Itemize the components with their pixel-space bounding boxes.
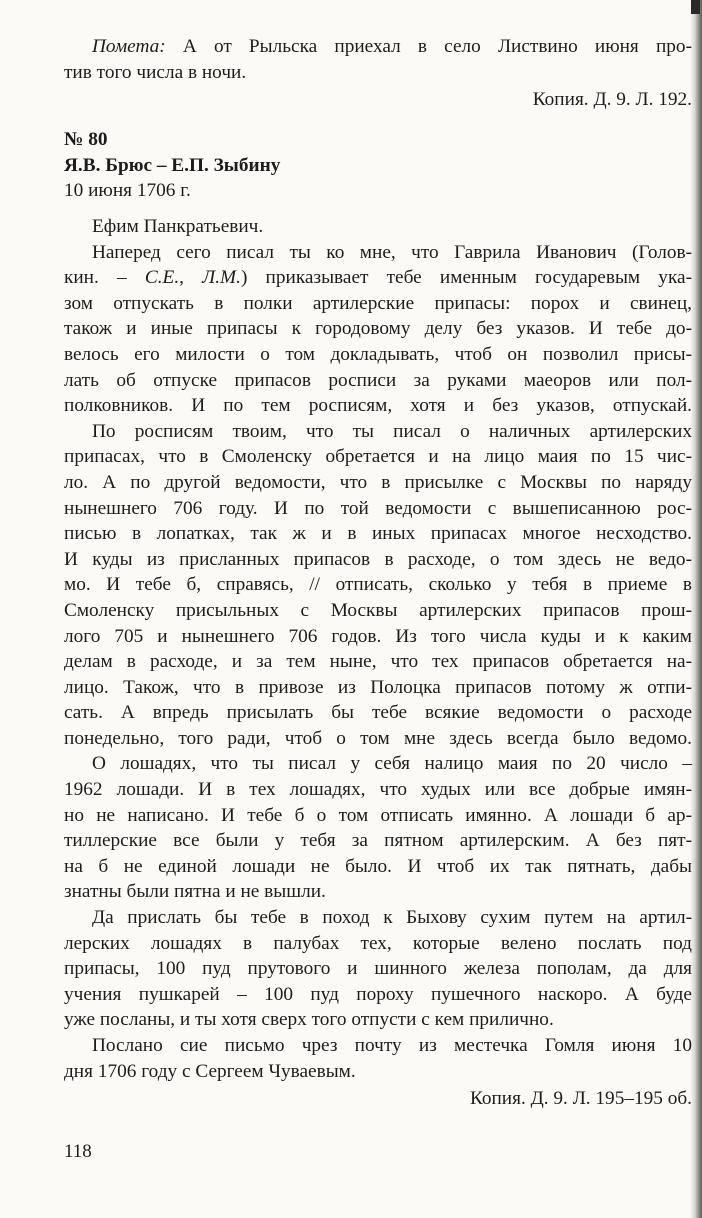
note-line-2: тив того числа в ночи. [64,61,247,83]
paragraph-4 [64,905,692,1033]
p1-text: ) приказывает тебе именным государевым ука- [240,267,692,289]
p4-line: припасы, 100 пуд прутового и шинного железа пополам, да для [64,958,692,980]
p2-line: По росписям твоим, что ты писал о наличных артилерских [92,420,692,442]
p2-line: делам в расходе, и за тем ныне, что тех припасов обретается на- [64,651,692,673]
document-number: № 80 [64,129,108,150]
note-line-1 [64,34,692,60]
p2-line: нынешнего 706 году. И по той ведомости с вышеписанною рос- [64,497,692,519]
page-edge-mark [691,0,700,14]
p1-line: Наперед сего писал ты ко мне, что Гаврила Иванович (Голов- [92,241,692,263]
p4-line: Да прислать бы тебе в поход к Быхову сухим путем на артил- [92,907,692,929]
p1-line: також и иные припасы к городовому делу без указов. И тебе до- [64,318,692,340]
p3-line: знатны были пятна и не вышли. [64,881,326,903]
document-body [64,214,692,1112]
p3-line: но не написано. И тебе б о том отписать имянно. А лошади б ар- [64,804,692,826]
p2-line: мо. И тебе б, справясь, // отписать, сколько у тебя в приеме в [64,574,692,596]
p3-line: тиллерские все были у тебя за пятном артилерским. А без пят- [64,830,692,852]
p2-line: лого 705 и нынешнего 706 годов. Из того числа куды и к каким [64,625,692,647]
p5-line: Послано сие письмо чрез почту из местечка Гомля июня 10 [92,1035,692,1056]
paragraph-2 [64,419,692,752]
document-heading-block [64,127,692,204]
p5-line: дня 1706 году с Сергеем Чуваевым. [64,1060,356,1082]
p1-line: велось его милости о том докладывать, чтоб он позволил присы- [64,343,692,365]
p2-line: писью в лопатках, так ж и в иных припасах многое несходство. [64,523,692,545]
note-source: Копия. Д. 9. Л. 192. [532,89,692,111]
paragraph-1 [64,240,692,419]
p2-line: припасах, что в Смоленску обретается и на лицо маия по 15 чис- [64,446,692,468]
note-block [64,34,692,113]
p3-line: на б не единой лошади не было. И чтоб их так пятнать, дабы [64,855,692,877]
p2-line: ло. А по другой ведомости, что в присылке с Москвы по наряду [64,471,692,493]
p2-line: сать. А впредь присылать бы тебе всякие ведомости о расходе [64,702,692,724]
document-date: 10 июня 1706 г. [64,180,191,202]
p1-text: кин. – [64,267,145,289]
p3-line: 1962 лошади. И в тех лошадях, что худых или все добрые имян- [64,779,692,801]
p1-line: зом отпускать в полки артилерские припасы: порох и свинец, [64,292,692,314]
paragraph-3 [64,751,692,905]
salutation: Ефим Панкратьевич. [92,216,264,237]
p2-line: И куды из присланных припасов в расходе, о том здесь не ведо- [64,548,692,570]
p1-line [64,265,692,291]
p4-line: уже посланы, и ты хотя сверх того отпусти с кем прилично. [64,1009,554,1031]
p2-line: Смоленску присыльных с Москвы артилерских припасов прош- [64,599,692,621]
note-label: Помета: [92,36,166,57]
p2-line: понедельно, того ради, чтоб о том мне здесь всегда было ведомо. [64,727,692,749]
document-source: Копия. Д. 9. Л. 195–195 об. [469,1088,692,1110]
p3-line: О лошадях, что ты писал у себя налицо маия по 20 число – [92,753,692,775]
p1-line: полковников. И по тем росписям, хотя и без указов, отпускай. [64,395,692,417]
document-heading: Я.В. Брюс – Е.П. Зыбину [64,154,281,176]
note-text: А от Рыльска приехал в село Листвино июня про- [165,36,692,57]
p4-line: лерских лошадях в палубах тех, которые велено послать под [64,932,692,954]
paragraph-5 [64,1033,692,1084]
editor-initials: С.Е., Л.М. [144,267,241,289]
p1-line: лать об отпуске припасов росписи за руками маеоров или пол- [64,369,692,391]
page-number: 118 [64,1141,92,1162]
p2-line: лицо. Також, что в привозе из Полоцка припасов потому ж отпи- [64,676,692,698]
p4-line: учения пушкарей – 100 пуд пороху пушечного наскоро. А буде [64,983,692,1005]
